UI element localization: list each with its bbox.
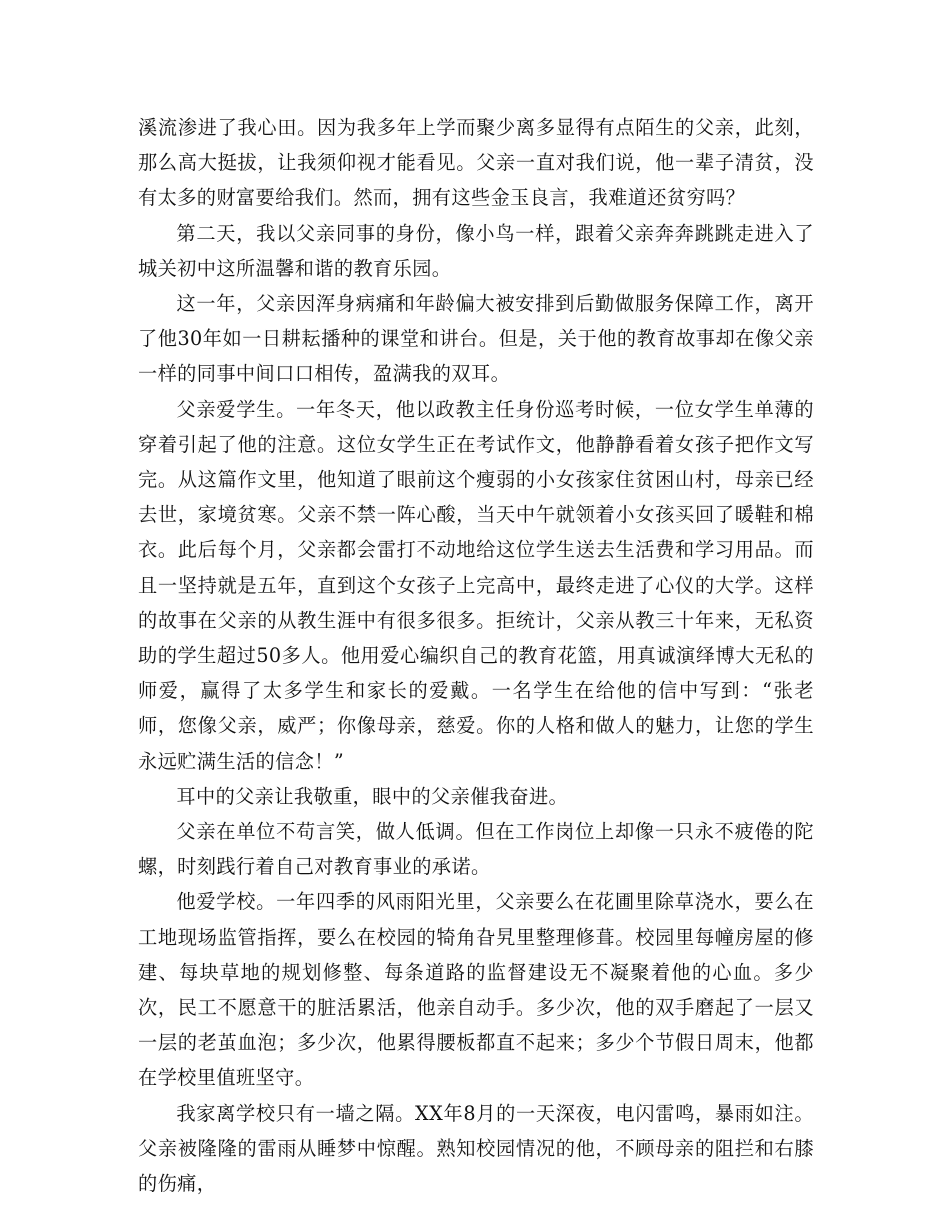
paragraph-4: 父亲爱学生。一年冬天，他以政教主任身份巡考时候，一位女学生单薄的穿着引起了他的注意。这位女学生正在考试作文，他静静看着女孩子把作文写完。从这篇作文里，他知道了眼前这个瘦弱的小女孩家住贫困山村，母亲已经去世，家境贫寒。父亲不禁一阵心酸，当天中午就领着小女孩买回了暖鞋和棉衣。此后每个月，父亲都会雷打不动地给这位学生送去生活费和学习用品。而且一坚持就是五年，直到这个女孩子上完高中，最终走进了心仪的大学。这样的故事在父亲的从教生涯中有很多很多。拒统计，父亲从教三十年来，无私资助的学生超过50多人。他用爱心编织自己的教育花篮，用真诚演绎博大无私的师爱，赢得了太多学生和家长的爱戴。一名学生在给他的信中写到：“张老师，您像父亲，威严；你像母亲，慈爱。你的人格和做人的魅力，让您的学生永远贮满生活的信念！” — [138, 397, 814, 773]
paragraph-6: 父亲在单位不苟言笑，做人低调。但在工作岗位上却像一只永不疲倦的陀螺，时刻践行着自己对教育事业的承诺。 — [138, 820, 814, 879]
paragraph-5: 耳中的父亲让我敬重，眼中的父亲催我奋进。 — [176, 784, 569, 808]
paragraph-1: 溪流渗进了我心田。因为我多年上学而聚少离多显得有点陌生的父亲，此刻，那么高大挺拔，让我须仰视才能看见。父亲一直对我们说，他一辈子清贫，没有太多的财富要给我们。然而，拥有这些金玉良言，我难道还贫穷吗？ — [138, 116, 814, 210]
paragraph-2: 第二天，我以父亲同事的身份，像小鸟一样，跟着父亲奔奔跳跳走进入了城关初中这所温馨和谐的教育乐园。 — [138, 221, 814, 280]
document-body — [138, 110, 814, 1201]
paragraph-3: 这一年，父亲因浑身病痛和年龄偏大被安排到后勤做服务保障工作，离开了他30年如一日耕耘播种的课堂和讲台。但是，关于他的教育故事却在像父亲一样的同事中间口口相传，盈满我的双耳。 — [138, 292, 814, 386]
paragraph-7: 他爱学校。一年四季的风雨阳光里，父亲要么在花圃里除草浇水，要么在工地现场监管指挥，要么在校园的犄角旮旯里整理修葺。校园里每幢房屋的修建、每块草地的规划修整、每条道路的监督建设无不凝聚着他的心血。多少次，民工不愿意干的脏活累活，他亲自动手。多少次，他的双手磨起了一层又一层的老茧血泡；多少次，他累得腰板都直不起来；多少个节假日周末，他都在学校里值班坚守。 — [138, 890, 814, 1090]
paragraph-8: 我家离学校只有一墙之隔。XX年8月的一天深夜，电闪雷鸣，暴雨如注。父亲被隆隆的雷雨从睡梦中惊醒。熟知校园情况的他，不顾母亲的阻拦和右膝的伤痛， — [138, 1101, 814, 1196]
